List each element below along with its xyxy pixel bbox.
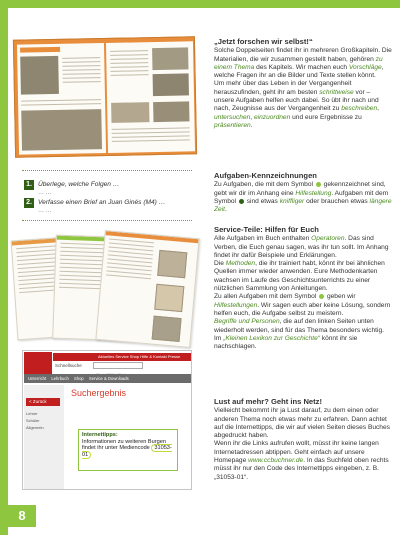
portrait-image (157, 250, 187, 278)
section-internet (214, 398, 392, 482)
help-symbol-icon (316, 182, 321, 187)
internet-tip-text: Informationen zu weiteren Burgen findet ihr unter Mediencode (82, 438, 166, 452)
page-number: 8 (8, 505, 36, 527)
sidebar-item[interactable]: Schüler (26, 418, 40, 423)
section-kennzeichnungen-title: Aufgaben-Kennzeichnungen (214, 171, 317, 180)
main-menu (24, 374, 192, 383)
top-border (0, 0, 400, 8)
service-page-lexicon (95, 230, 199, 348)
results-heading: Suchergebnis (71, 388, 127, 398)
section-service-text-4: Begriffe und Personen, die auf den linken Seiten unten wiederholt werden, sind für das Thema besonders wichtig. Im „Kleinen Lexikon zur Geschichte“ könnt ihr sie nachschlagen. (214, 318, 384, 351)
task-ellipsis-1: … … (38, 190, 52, 196)
task-text-1: Überlege, welche Folgen … (38, 181, 120, 188)
task-text-2: Verfasse einen Brief an Juan Ginés (M4) … (38, 199, 166, 206)
section-internet-text-1: Vielleicht bekommt ihr ja Lust darauf, zu dem einen oder anderen Thema noch etwas mehr zu erfahren. Dann achtet auf die Internettipps, die wir auf vielen Seiten dieses Buches abgedruckt haben. (214, 407, 390, 440)
section-service-title: Service-Teile: Hilfen für Euch (214, 225, 319, 234)
internet-tip-title: Internettipps: (82, 432, 118, 438)
tricky-symbol-icon (239, 199, 244, 204)
task-number-1: 1. (24, 180, 34, 190)
section-kennzeichnungen (214, 172, 392, 214)
section-internet-text-2: Wenn ihr die Links aufrufen wollt, müsst ihr keine langen Internetadressen abtippen. Geht einfach auf unsere Homepage www.ccbuchner.de. In das Suchfeld oben rechts müsst ihr nur den Code des Internettipps eingeben, z. B. „31053-01“. (214, 440, 389, 481)
section-service (214, 226, 392, 351)
section-forschen-title: „Jetzt forschen wir selbst!“ (214, 37, 313, 46)
menu-item[interactable]: Shop (73, 376, 84, 381)
spread-left-page (17, 43, 106, 155)
menu-item[interactable]: Lehrbuch (51, 376, 69, 381)
help-symbol-icon (319, 294, 324, 299)
section-kennzeichnungen-text: Zu Aufgaben, die mit dem Symbol gekennzeichnet sind, gebt wir dir im Anhang eine Hilfestellung. Aufgaben mit dem Symbol sind etwas kniffliger oder brauchen etwas längere Zeit. (214, 181, 392, 214)
section-forschen (214, 38, 392, 130)
divider (22, 170, 192, 171)
left-border (0, 0, 8, 535)
top-nav[interactable]: Aktuelles Service Shop Hilfe & Kontakt Presse (53, 353, 191, 361)
menu-item[interactable]: Unterricht (28, 376, 47, 381)
portrait-image (152, 316, 182, 342)
task-number-2: 2. (24, 198, 34, 208)
portrait-image (154, 284, 184, 312)
section-forschen-paragraph-1: Solche Doppelseiten findet ihr in mehreren Großkapiteln. Die Materialien, die wir zusammen gestellt haben, gehören zu einem Thema des Kapitels. Wir machen euch Vorschläge, welche Fragen ihr an die Bilder und Texte stellen könnt. (214, 47, 392, 80)
spread-right-page (106, 41, 195, 153)
internet-tip-box (78, 429, 178, 471)
back-button[interactable]: < Zurück (26, 398, 60, 406)
website-screenshot (22, 350, 192, 490)
section-forschen-paragraph-2: Um mehr über das Leben in der Vergangenheit herauszufinden, geht ihr am besten schrittweise vor – unsere Aufgaben helfen euch dabei. So übt ihr nach und nach, Zeugnisse aus der Vergangenheit zu beschreiben, untersuchen, einzuordnen und eure Ergebnisse zu präsentieren. (214, 80, 379, 129)
section-service-text-1: Alle Aufgaben im Buch enthalten Operatoren. Das sind Verben, die Euch genau sagen, was ihr tun sollt. Im Anhang findet ihr dafür Beispiele und Erklärungen. (214, 235, 389, 259)
book-spread-image (13, 36, 197, 157)
section-service-text-2: Die Methoden, die ihr trainiert habt, könnt ihr bei ähnlichen Quellen immer wieder anwenden. Eure Methodenkarten wachsen im Laufe des Geschichtsunterrichts zu einer nützlichen Sammlung von Anleitungen. (214, 260, 385, 293)
task-ellipsis-2: … … (38, 208, 52, 214)
menu-item[interactable]: Service & Downloads (88, 376, 129, 381)
search-label: Schnellsuche (55, 363, 82, 368)
sidebar-item[interactable]: Allgemein (26, 425, 44, 430)
search-input[interactable] (93, 362, 143, 369)
divider (22, 220, 192, 221)
media-code: 31053-01 (82, 445, 172, 459)
section-service-text-3: Zu allen Aufgaben mit dem Symbol geben wir Hilfestellungen. Wir sagen euch aber keine Lösung, sondern helfen euch, die Aufgabe selbst zu meistern. (214, 293, 391, 317)
section-internet-title: Lust auf mehr? Geht ins Netz! (214, 397, 323, 406)
sidebar-item[interactable]: Lehrer (26, 411, 38, 416)
